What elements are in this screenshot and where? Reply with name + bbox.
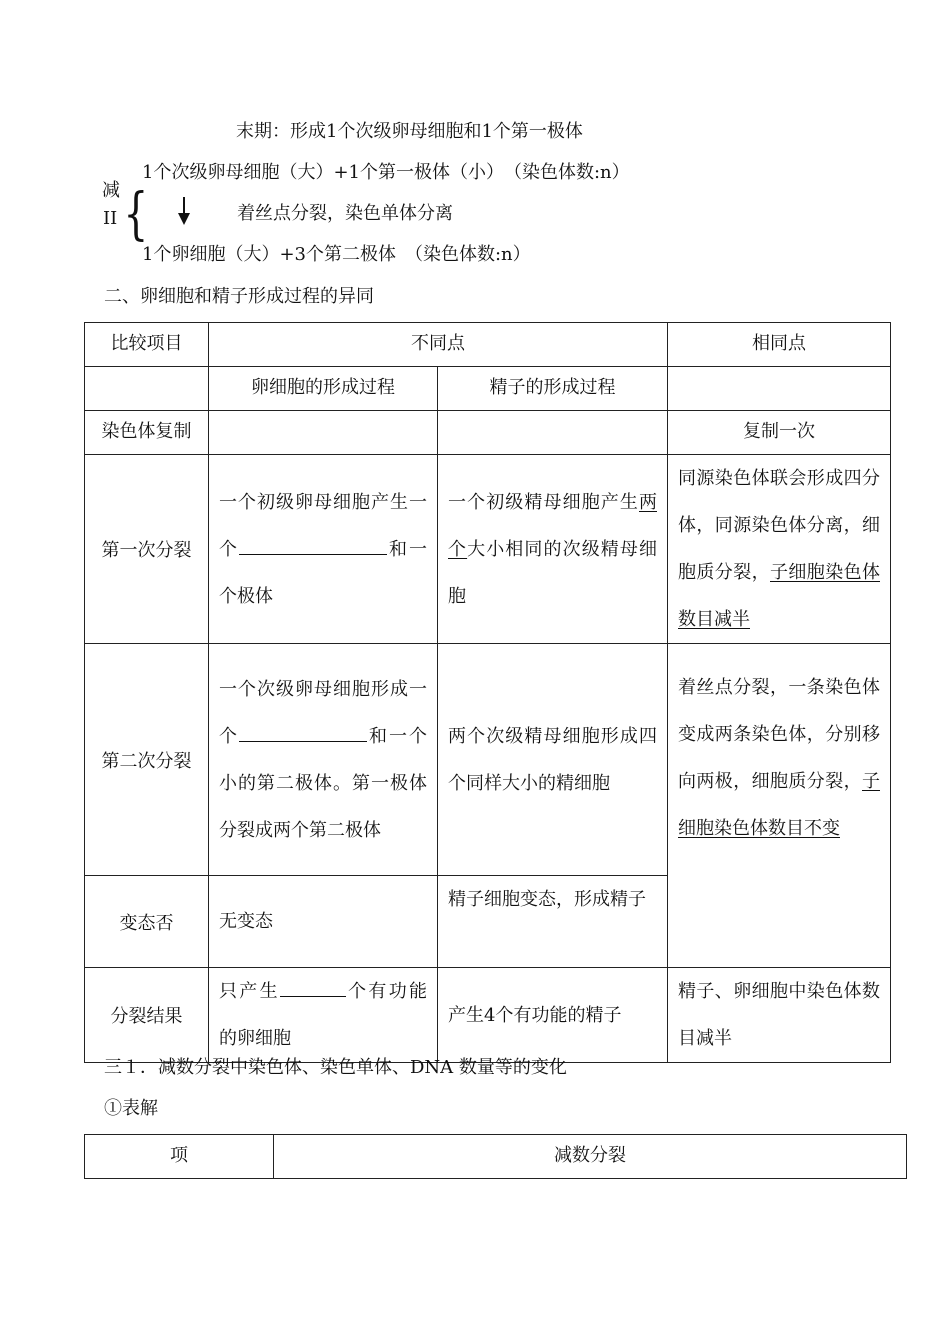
section-2-title: 二、卵细胞和精子形成过程的异同 bbox=[104, 286, 374, 307]
row-second-division-sperm bbox=[438, 644, 668, 876]
second-same-text-a: 着丝点分裂，一条染色体变成两条染色体，分别移向两极，细胞质分裂， bbox=[678, 677, 880, 792]
header-differences-label: 不同点 bbox=[411, 333, 465, 354]
header-similarities-label: 相同点 bbox=[752, 333, 806, 354]
second-egg-text-b: 和一个小的第二极体。第一极体分裂成两个第二极体 bbox=[219, 725, 427, 841]
row-second-division-label bbox=[85, 644, 209, 876]
meiosis-table-col-item-label: 项 bbox=[170, 1145, 188, 1166]
row-second-division-egg-text bbox=[209, 666, 437, 854]
row-result-same bbox=[668, 968, 891, 1063]
row-result-label bbox=[85, 968, 209, 1063]
table-row bbox=[85, 411, 891, 455]
row-morph-sperm bbox=[438, 876, 668, 968]
result-egg-text-a: 只产生 bbox=[219, 981, 280, 1002]
row-second-division-sperm-text: 两个次级精母细胞形成四个同样大小的精细胞 bbox=[448, 725, 657, 794]
subheader-sperm bbox=[438, 367, 668, 411]
table-header-row bbox=[85, 1135, 907, 1179]
first-same-text-a: 同源染色体联会形成四分体，同源染色体分离，细胞质分裂， bbox=[678, 468, 880, 583]
row-first-division-sperm-text bbox=[438, 479, 667, 620]
row-result-egg bbox=[209, 968, 438, 1063]
section-3-subtitle: ①表解 bbox=[104, 1098, 158, 1119]
row-first-division-egg bbox=[209, 455, 438, 644]
brace-icon: { bbox=[123, 182, 149, 247]
row-replication-label-text: 染色体复制 bbox=[101, 421, 192, 442]
row-morph-egg bbox=[209, 876, 438, 968]
meiosis-ii-result-line: 1个卵细胞（大）+3个第二极体 （染色体数:n） bbox=[142, 244, 531, 265]
first-sperm-underlined: 两个 bbox=[448, 491, 657, 560]
row-morph-label bbox=[85, 876, 209, 968]
row-replication-same-text: 复制一次 bbox=[743, 421, 815, 442]
meiosis-table-col-meiosis-label: 减数分裂 bbox=[554, 1145, 626, 1166]
row-result-label-text: 分裂结果 bbox=[110, 1006, 183, 1027]
row-result-egg-text bbox=[209, 968, 437, 1062]
subheader-sperm-label: 精子的形成过程 bbox=[489, 377, 616, 398]
result-egg-text-b: 个有功能的卵细胞 bbox=[219, 981, 428, 1049]
row-first-division-same-text bbox=[668, 455, 890, 643]
subheader-empty-same bbox=[668, 367, 891, 411]
answer-blank[interactable] bbox=[280, 978, 346, 997]
first-sperm-text-a: 一个初级精母细胞产生 bbox=[448, 491, 639, 513]
comparison-table bbox=[84, 322, 891, 1063]
down-arrow-head-icon bbox=[178, 213, 190, 225]
table-row bbox=[85, 455, 891, 644]
label-jian: 减 bbox=[102, 180, 120, 201]
second-same-underlined: 子细胞染色体数目不变 bbox=[678, 771, 880, 839]
first-sperm-text-b: 大小相同的次级精母细胞 bbox=[448, 538, 658, 607]
label-ii: II bbox=[103, 208, 118, 229]
subheader-egg bbox=[209, 367, 438, 411]
header-compare-item bbox=[85, 323, 209, 367]
first-egg-text-a: 一个初级卵母细胞产生一个 bbox=[219, 491, 427, 560]
row-morph-sperm-text: 精子细胞变态，形成精子 bbox=[448, 889, 646, 910]
meiosis-ii-start-line: 1个次级卵母细胞（大）+1个第一极体（小） （染色体数:n） bbox=[142, 162, 630, 183]
meiosis-table-col-meiosis bbox=[274, 1135, 907, 1179]
row-replication-sperm bbox=[438, 411, 668, 455]
meiosis-telophase-line: 末期：形成1个次级卵母细胞和1个第一极体 bbox=[236, 121, 583, 142]
row-first-division-sperm bbox=[438, 455, 668, 644]
row-second-division-egg bbox=[209, 644, 438, 876]
row-second-division-label-text: 第二次分裂 bbox=[101, 750, 192, 772]
row-result-sperm-text: 产生4个有功能的精子 bbox=[448, 1004, 622, 1026]
answer-blank[interactable] bbox=[239, 723, 367, 742]
row-result-same-text: 精子、卵细胞中染色体数目减半 bbox=[678, 981, 880, 1049]
header-similarities bbox=[668, 323, 891, 367]
first-egg-text-b: 和一个极体 bbox=[219, 538, 427, 607]
row-second-division-same-text bbox=[668, 664, 890, 852]
table-subheader-row bbox=[85, 367, 891, 411]
row-result-sperm bbox=[438, 968, 668, 1063]
meiosis-table bbox=[84, 1134, 907, 1179]
table-row bbox=[85, 644, 891, 876]
row-morph-egg-text: 无变态 bbox=[219, 911, 273, 932]
row-first-division-label-text: 第一次分裂 bbox=[101, 540, 192, 561]
row-morph-label-text: 变态否 bbox=[119, 912, 174, 934]
header-compare-item-label: 比较项目 bbox=[110, 333, 183, 354]
row-first-division-label bbox=[85, 455, 209, 644]
row-second-division-same bbox=[668, 644, 891, 968]
row-replication-same bbox=[668, 411, 891, 455]
subheader-empty-cell bbox=[85, 367, 209, 411]
table-row bbox=[85, 968, 891, 1063]
section-3-title: 三１．减数分裂中染色体、染色单体、DNA 数量等的变化 bbox=[104, 1057, 567, 1078]
row-replication-egg bbox=[209, 411, 438, 455]
row-first-division-same bbox=[668, 455, 891, 644]
second-egg-text-a: 一个次级卵母细胞形成一个 bbox=[219, 678, 427, 747]
row-first-division-egg-text bbox=[209, 479, 437, 620]
table-header-row bbox=[85, 323, 891, 367]
first-same-underlined: 子细胞染色体数目减半 bbox=[678, 562, 880, 630]
subheader-egg-label: 卵细胞的形成过程 bbox=[251, 377, 395, 398]
header-differences bbox=[209, 323, 668, 367]
answer-blank[interactable] bbox=[239, 536, 387, 555]
meiosis-table-col-item bbox=[85, 1135, 274, 1179]
row-replication-label bbox=[85, 411, 209, 455]
meiosis-ii-process-line: 着丝点分裂，染色单体分离 bbox=[237, 203, 453, 224]
